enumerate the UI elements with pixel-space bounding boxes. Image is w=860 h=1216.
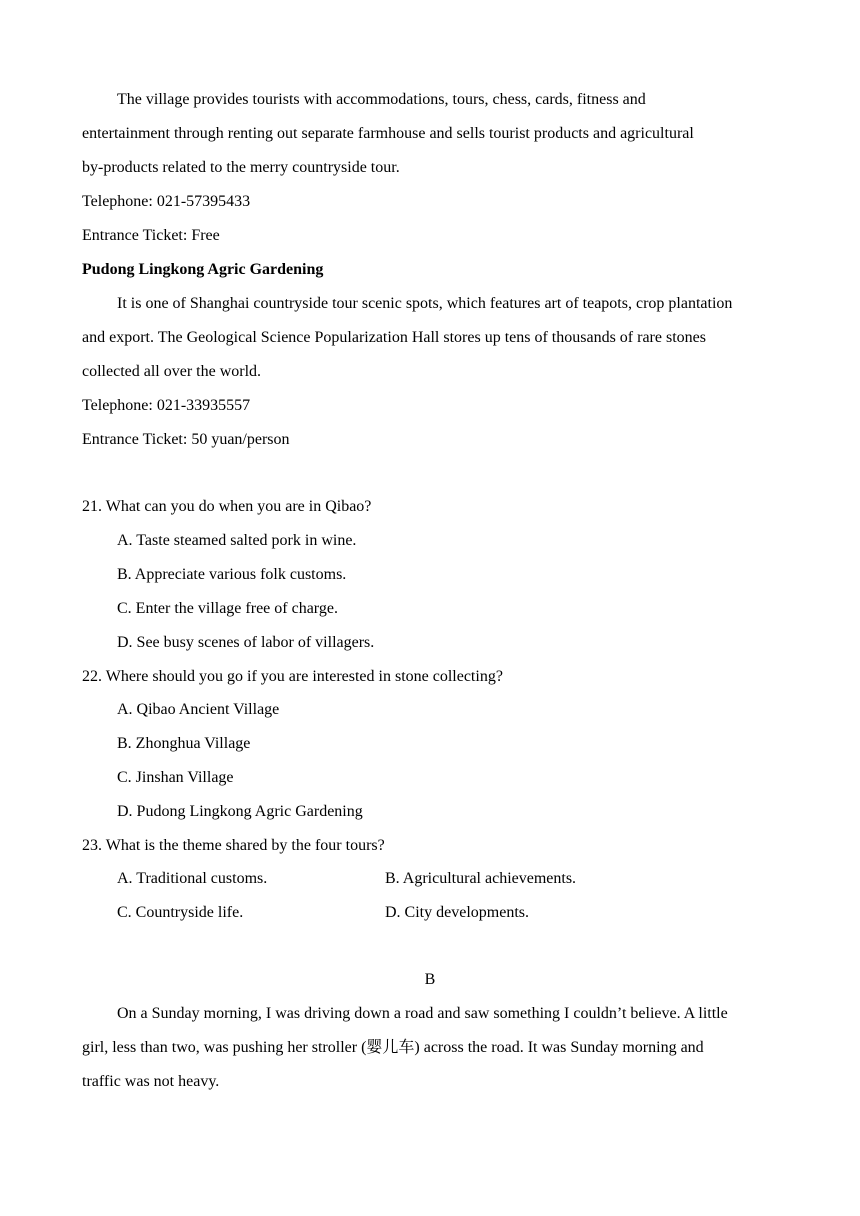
intro-line-2: entertainment through renting out separate farmhouse and sells tourist products and agricultural bbox=[82, 125, 694, 142]
question-21-option-c: C. Enter the village free of charge. bbox=[117, 600, 338, 617]
question-23-option-a: A. Traditional customs. bbox=[117, 870, 268, 887]
question-22-stem: 22. Where should you go if you are interested in stone collecting? bbox=[82, 668, 503, 685]
desc-line-1: It is one of Shanghai countryside tour scenic spots, which features art of teapots, crop plantation bbox=[117, 295, 733, 312]
question-23-option-c: C. Countryside life. bbox=[117, 904, 244, 921]
question-22-option-b: B. Zhonghua Village bbox=[117, 735, 251, 752]
question-21-option-a: A. Taste steamed salted pork in wine. bbox=[117, 532, 357, 549]
section-b-line-3: traffic was not heavy. bbox=[82, 1073, 220, 1090]
intro-line-1: The village provides tourists with accommodations, tours, chess, cards, fitness and bbox=[117, 91, 646, 108]
question-23-option-d: D. City developments. bbox=[385, 904, 529, 921]
question-23-option-b: B. Agricultural achievements. bbox=[385, 870, 577, 887]
section-b-label: B bbox=[424, 971, 436, 988]
question-21-option-d: D. See busy scenes of labor of villagers. bbox=[117, 634, 375, 651]
ticket-1: Entrance Ticket: Free bbox=[82, 227, 220, 244]
question-21-option-b: B. Appreciate various folk customs. bbox=[117, 566, 347, 583]
telephone-1: Telephone: 021-57395433 bbox=[82, 193, 251, 210]
question-22-option-a: A. Qibao Ancient Village bbox=[117, 701, 280, 718]
question-22-option-d: D. Pudong Lingkong Agric Gardening bbox=[117, 803, 363, 820]
section-b-line-2: girl, less than two, was pushing her stroller (婴儿车) across the road. It was Sunday morning and bbox=[82, 1039, 704, 1056]
question-23-stem: 23. What is the theme shared by the four tours? bbox=[82, 837, 385, 854]
question-21-stem: 21. What can you do when you are in Qibao? bbox=[82, 498, 372, 515]
section-b-line-1: On a Sunday morning, I was driving down a road and saw something I couldn’t believe. A little bbox=[117, 1005, 728, 1022]
desc-line-2: and export. The Geological Science Popularization Hall stores up tens of thousands of rare stones bbox=[82, 329, 706, 346]
telephone-2: Telephone: 021-33935557 bbox=[82, 397, 251, 414]
section-heading-pudong: Pudong Lingkong Agric Gardening bbox=[82, 261, 324, 278]
intro-line-3: by-products related to the merry countryside tour. bbox=[82, 159, 400, 176]
question-22-option-c: C. Jinshan Village bbox=[117, 769, 234, 786]
ticket-2: Entrance Ticket: 50 yuan/person bbox=[82, 431, 290, 448]
desc-line-3: collected all over the world. bbox=[82, 363, 262, 380]
